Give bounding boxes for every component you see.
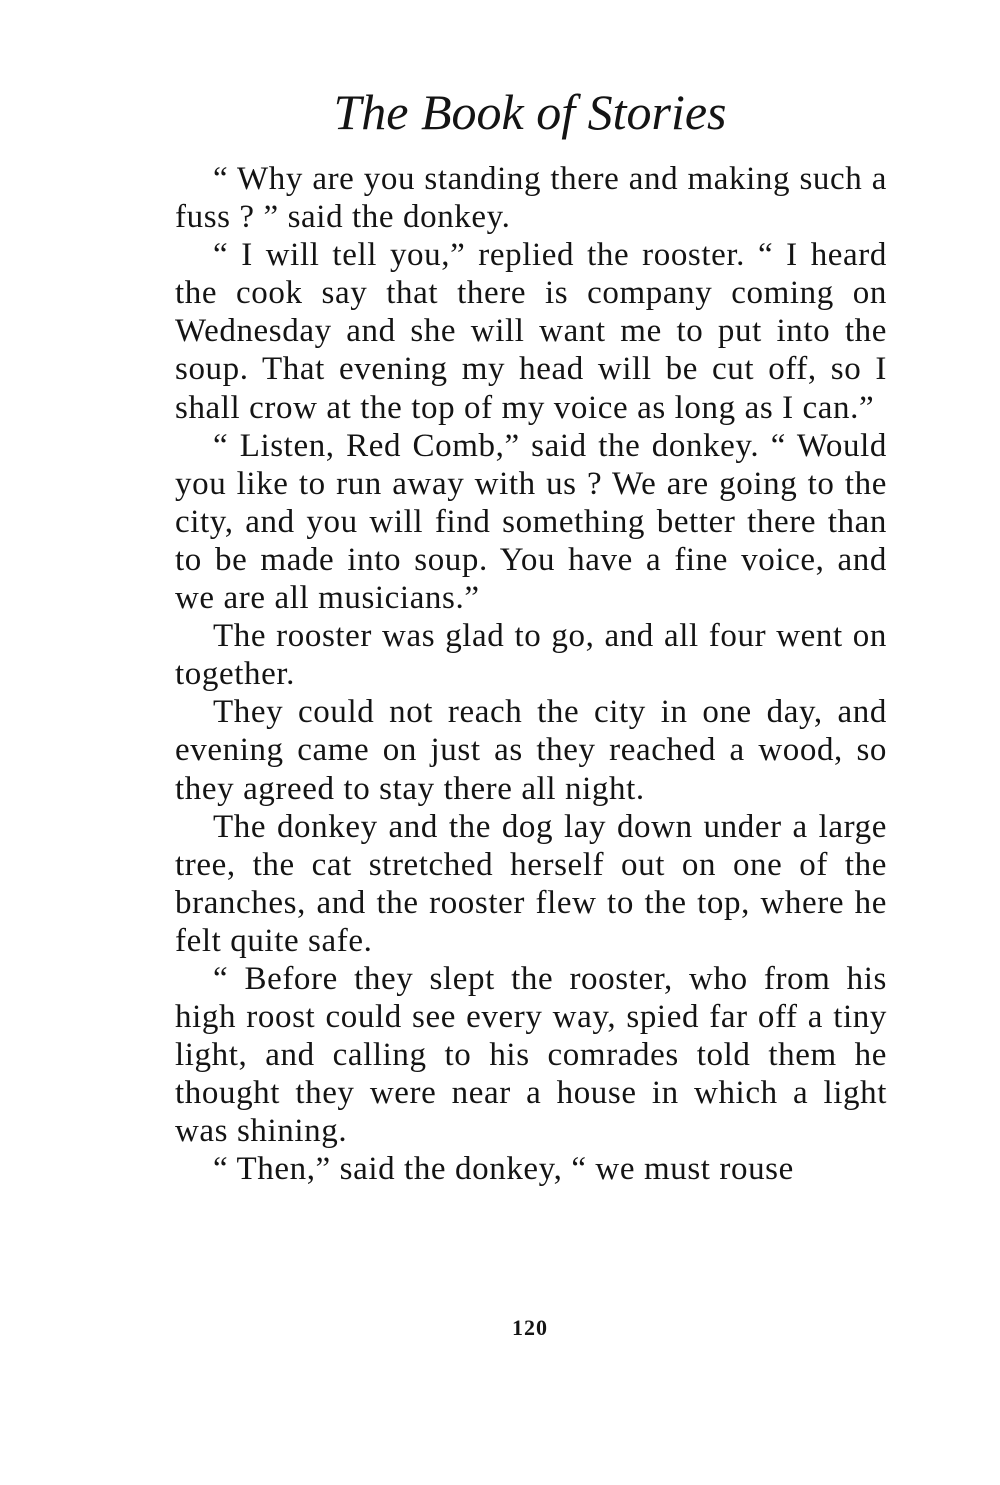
paragraph: The rooster was glad to go, and all four went on together. bbox=[175, 618, 887, 693]
paragraph: “ I will tell you,” replied the rooster. “ I heard the cook say that there is company coming on Wednesday and she will want me to put into the soup. That evening my head will be cut off, so I shall crow at the top of my voice as long as I can.” bbox=[175, 237, 887, 426]
running-head: The Book of Stories bbox=[333, 84, 727, 140]
paragraph: “ Why are you standing there and making such a fuss ? ” said the donkey. bbox=[175, 161, 887, 236]
paragraph: The donkey and the dog lay down under a large tree, the cat stretched herself out on one of the branches, and the rooster flew to the top, where he felt quite safe. bbox=[175, 808, 887, 959]
body-text bbox=[175, 160, 887, 1189]
paragraph: They could not reach the city in one day, and evening came on just as they reached a wood, so they agreed to stay there all night. bbox=[175, 694, 887, 807]
paragraph: “ Before they slept the rooster, who from his high roost could see every way, spied far off a tiny light, and calling to his comrades told them he thought they were near a house in which a light was shining. bbox=[175, 960, 887, 1150]
paragraph: “ Listen, Red Comb,” said the donkey. “ Would you like to run away with us ? We are going to the city, and you will find something better there than to be made into soup. You have a fine voice, and we are all musicians.” bbox=[175, 427, 887, 617]
page-number: 120 bbox=[512, 1315, 548, 1340]
paragraph: “ Then,” said the donkey, “ we must rouse bbox=[213, 1151, 794, 1188]
